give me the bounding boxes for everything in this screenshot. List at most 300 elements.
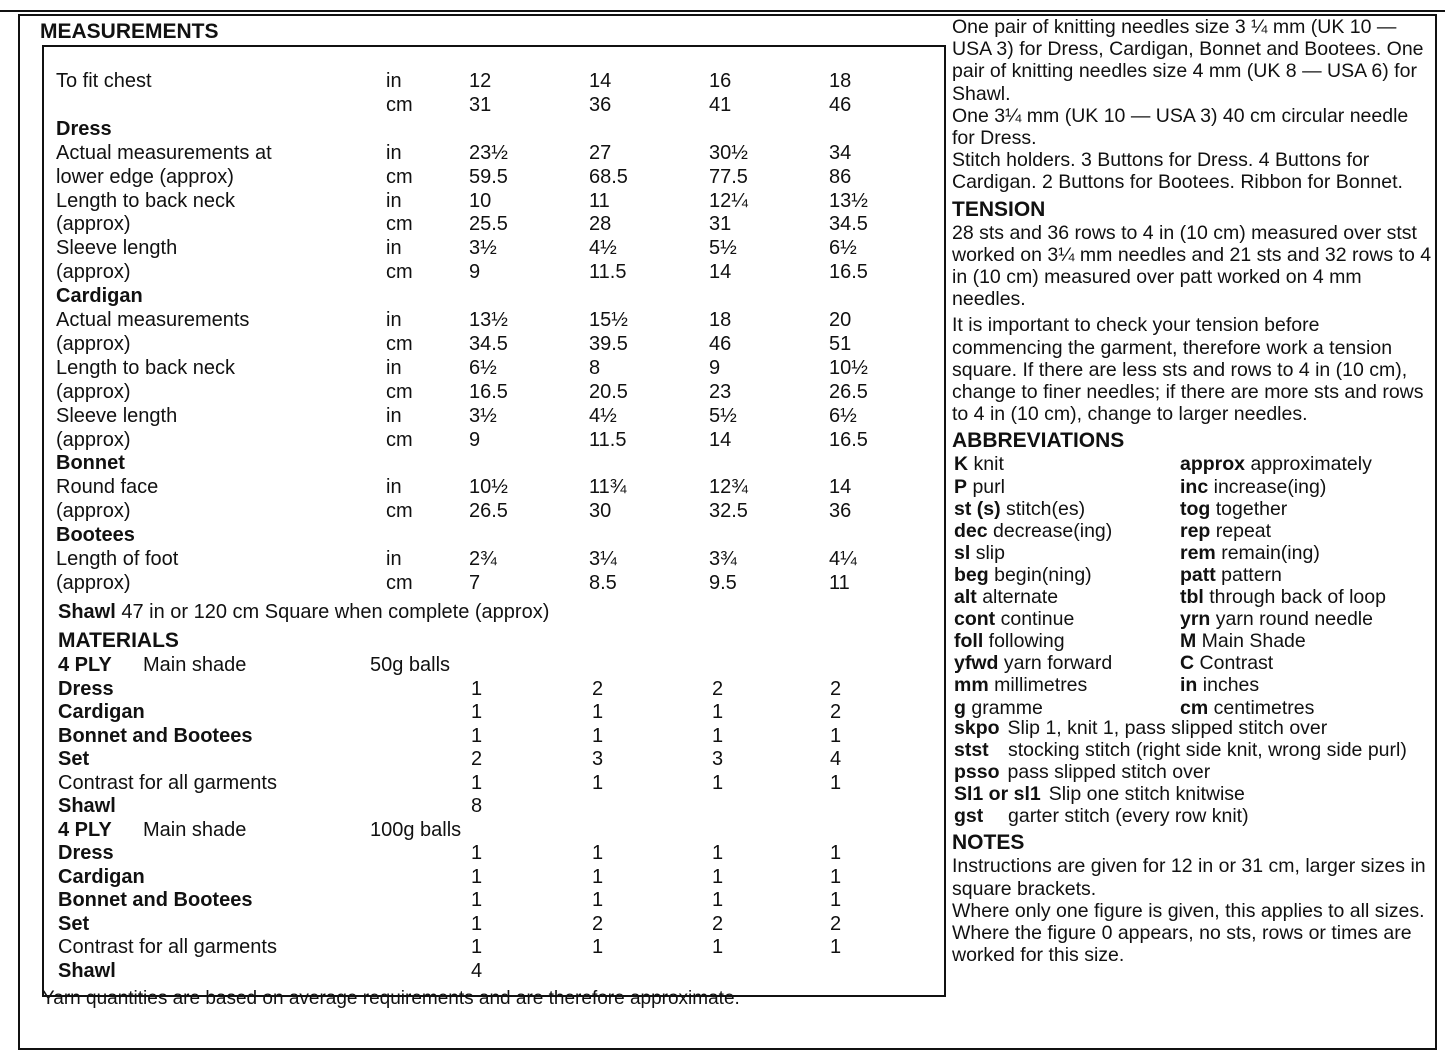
abbreviation-key: P xyxy=(954,475,968,498)
measurement-value: 3½ xyxy=(469,404,497,427)
measurement-unit: cm xyxy=(386,261,413,284)
materials-value: 1 xyxy=(830,771,842,794)
materials-row xyxy=(44,771,944,795)
measurement-unit: cm xyxy=(386,571,413,594)
measurement-value: 8 xyxy=(589,356,601,379)
abbreviation-item xyxy=(954,652,1112,674)
abbreviation-meaning: through back of loop xyxy=(1209,586,1386,609)
measurement-value: 9 xyxy=(469,261,481,284)
measurement-value: 18 xyxy=(709,309,732,331)
abbreviation-key: in xyxy=(1180,674,1198,697)
materials-value: 1 xyxy=(830,936,842,958)
measurement-value: 10½ xyxy=(829,356,868,379)
abbreviation-key: K xyxy=(954,453,969,476)
tension-heading: TENSION xyxy=(952,197,1046,221)
abbreviation-meaning: yarn round needle xyxy=(1215,608,1373,631)
measurement-label: Length to back neck xyxy=(56,356,236,379)
measurement-value: 28 xyxy=(589,213,612,236)
measurement-value: 8.5 xyxy=(589,571,617,594)
measurement-row xyxy=(44,356,944,380)
measurement-unit: cm xyxy=(386,93,413,116)
measurement-unit: cm xyxy=(386,213,413,236)
abbreviation-long-item xyxy=(952,761,1432,783)
measurement-value: 46 xyxy=(829,93,852,116)
abbreviation-meaning: Main Shade xyxy=(1201,630,1306,653)
materials-label: Bonnet and Bootees xyxy=(58,724,253,747)
abbreviation-item xyxy=(954,476,1005,498)
measurement-row xyxy=(44,475,944,499)
ply-label: 4 PLY xyxy=(58,654,112,676)
measurement-unit: in xyxy=(386,237,402,260)
measurement-unit: in xyxy=(386,548,402,570)
abbreviation-meaning: millimetres xyxy=(994,674,1088,697)
measurement-value: 39.5 xyxy=(589,332,628,355)
materials-label: Shawl xyxy=(58,795,116,817)
measurement-label: (approx) xyxy=(56,571,131,594)
materials-row xyxy=(44,794,944,818)
measurement-value: 10 xyxy=(469,189,492,212)
measurement-unit: in xyxy=(386,356,402,379)
measurement-label: Actual measurements at xyxy=(56,141,272,164)
yarn-footnote: Yarn quantities are based on average requirements and are therefore approximate. xyxy=(42,988,740,1009)
abbreviation-long-item xyxy=(952,739,1432,761)
measurement-value: 26.5 xyxy=(469,500,508,523)
measurement-value: 77.5 xyxy=(709,165,748,188)
tension-text-1: 28 sts and 36 rows to 4 in (10 cm) measured over stst worked on 3¼ mm needles and 21 sts and 32 rows to 4 in (10 cm) measured over patt worked on 4 mm needles. xyxy=(952,221,1432,311)
materials-value: 1 xyxy=(592,889,604,911)
abbreviation-item xyxy=(954,697,1043,719)
measurement-row xyxy=(44,284,944,308)
measurement-value: 86 xyxy=(829,165,852,188)
materials-value: 3 xyxy=(592,748,604,770)
abbreviation-item xyxy=(954,564,1092,586)
measurement-value: 9.5 xyxy=(709,571,737,594)
materials-label: Shawl xyxy=(58,959,116,982)
measurement-value: 18 xyxy=(829,70,852,92)
measurement-label: Length to back neck xyxy=(56,189,236,212)
measurement-unit: in xyxy=(386,189,402,212)
abbreviation-meaning: inches xyxy=(1202,674,1260,697)
measurement-value: 51 xyxy=(829,332,852,355)
abbreviation-long-item xyxy=(952,717,1432,739)
abbreviation-item xyxy=(1180,453,1372,475)
materials-value: 1 xyxy=(830,889,842,911)
measurement-label: Actual measurements xyxy=(56,309,250,331)
abbreviation-item xyxy=(1180,697,1314,719)
abbreviation-meaning: garter stitch (every row knit) xyxy=(1008,805,1249,828)
materials-label: Cardigan xyxy=(58,865,145,888)
top-rule xyxy=(0,10,1445,12)
abbreviation-key: gst xyxy=(954,805,984,828)
measurement-value: 30½ xyxy=(709,141,748,164)
materials-value: 1 xyxy=(712,936,724,958)
measurement-row xyxy=(44,212,944,236)
measurement-label: (approx) xyxy=(56,500,131,523)
notes-text-2: Where only one figure is given, this applies to all sizes. Where the figure 0 appears, no sts, rows or times are worked for this size. xyxy=(952,899,1425,967)
materials-row xyxy=(44,724,944,748)
abbreviation-item xyxy=(1180,608,1373,630)
measurement-value: 11 xyxy=(829,571,850,594)
measurement-label: To fit chest xyxy=(56,70,152,92)
materials-value: 2 xyxy=(592,912,604,935)
abbreviation-long-item xyxy=(952,783,1432,805)
materials-value: 1 xyxy=(471,889,483,911)
measurement-row xyxy=(44,141,944,165)
measurement-value: 9 xyxy=(469,428,481,451)
measurement-value: 15½ xyxy=(589,309,628,331)
abbreviations-grid xyxy=(952,453,1432,717)
measurement-value: 68.5 xyxy=(589,165,628,188)
abbreviation-key: beg xyxy=(954,563,989,586)
measurement-unit: in xyxy=(386,309,402,331)
measurement-value: 6½ xyxy=(469,356,497,379)
circular-needle-text: One 3¼ mm (UK 10 — USA 3) 40 cm circular needle for Dress. xyxy=(952,104,1409,150)
measurement-value: 34.5 xyxy=(469,332,508,355)
abbreviation-item xyxy=(954,608,1074,630)
materials-label: Dress xyxy=(58,842,114,864)
abbreviation-item xyxy=(1180,542,1320,564)
abbreviation-meaning: pattern xyxy=(1221,563,1282,586)
ply-label: 4 PLY xyxy=(58,818,112,841)
materials-heading: MATERIALS xyxy=(58,629,179,652)
abbreviation-key: stst xyxy=(954,739,989,762)
measurement-row xyxy=(44,189,944,213)
measurement-value: 4½ xyxy=(589,237,617,260)
measurement-unit: in xyxy=(386,70,402,92)
materials-value: 1 xyxy=(592,771,604,794)
measurement-row xyxy=(44,523,944,547)
measurement-value: 5½ xyxy=(709,404,737,427)
main-shade-label: Main shade xyxy=(143,818,247,841)
measurement-value: 6½ xyxy=(829,404,857,427)
measurement-row xyxy=(44,332,944,356)
ball-weight-label: 100g balls xyxy=(370,818,462,841)
materials-value: 1 xyxy=(471,842,483,864)
materials-value: 1 xyxy=(471,701,483,723)
measurement-value: 34.5 xyxy=(829,213,868,236)
measurement-value: 12¼ xyxy=(709,189,748,212)
abbreviation-item xyxy=(1180,586,1386,608)
measurement-value: 14 xyxy=(709,261,732,284)
measurement-value: 20.5 xyxy=(589,380,628,403)
garment-heading: Dress xyxy=(56,117,112,140)
measurement-value: 5½ xyxy=(709,237,737,260)
measurement-value: 31 xyxy=(709,213,732,236)
measurement-unit: in xyxy=(386,476,402,499)
abbreviation-meaning: Slip one stitch knitwise xyxy=(1048,783,1245,806)
measurement-value: 11.5 xyxy=(589,261,627,284)
materials-value: 1 xyxy=(712,771,724,794)
materials-value: 1 xyxy=(712,842,724,864)
abbreviation-key: inc xyxy=(1180,475,1209,498)
measurement-value: 13½ xyxy=(469,309,508,331)
abbreviation-meaning: gramme xyxy=(971,696,1043,719)
materials-row xyxy=(44,959,944,983)
materials-row xyxy=(44,935,944,959)
measurement-value: 7 xyxy=(469,571,481,594)
measurement-row xyxy=(44,451,944,475)
measurement-value: 31 xyxy=(469,93,492,116)
materials-value: 1 xyxy=(592,701,604,723)
abbreviation-item xyxy=(954,630,1065,652)
measurement-value: 3½ xyxy=(469,237,497,260)
measurement-value: 12¾ xyxy=(709,476,748,499)
materials-value: 4 xyxy=(471,959,483,982)
abbreviation-meaning: knit xyxy=(973,453,1004,476)
abbreviation-meaning: centimetres xyxy=(1213,696,1315,719)
materials-value: 1 xyxy=(592,936,604,958)
measurement-value: 30 xyxy=(589,500,612,523)
measurement-value: 36 xyxy=(829,500,852,523)
abbreviation-meaning: Slip 1, knit 1, pass slipped stitch over xyxy=(1007,717,1328,740)
measurement-row xyxy=(44,499,944,523)
materials-row xyxy=(44,865,944,889)
holders-buttons-text: Stitch holders. 3 Buttons for Dress. 4 Buttons for Cardigan. 2 Buttons for Bootees. Ribbon for Bonnet. xyxy=(952,149,1403,194)
measurement-row xyxy=(44,571,944,595)
abbreviations-heading: ABBREVIATIONS xyxy=(952,429,1125,453)
materials-row xyxy=(44,841,944,865)
notes-heading: NOTES xyxy=(952,831,1025,855)
materials-value: 1 xyxy=(592,842,604,864)
main-shade-label: Main shade xyxy=(143,654,247,676)
measurement-value: 46 xyxy=(709,332,732,355)
materials-value: 2 xyxy=(830,912,842,935)
measurement-row xyxy=(44,165,944,189)
abbreviation-key: rep xyxy=(1180,519,1211,542)
materials-value: 8 xyxy=(471,795,483,817)
measurement-value: 23½ xyxy=(469,141,508,164)
measurement-value: 2¾ xyxy=(469,548,497,570)
abbreviation-key: sl xyxy=(954,541,971,564)
abbreviation-key: mm xyxy=(954,674,989,697)
measurement-value: 16.5 xyxy=(469,380,508,403)
materials-value: 1 xyxy=(592,865,604,888)
materials-value: 1 xyxy=(471,912,483,935)
measurement-row xyxy=(44,117,944,141)
materials-row xyxy=(44,700,944,724)
materials-value: 1 xyxy=(471,724,483,747)
garment-heading: Cardigan xyxy=(56,285,143,308)
abbreviation-item xyxy=(954,542,1005,564)
materials-value: 1 xyxy=(712,889,724,911)
measurement-value: 11.5 xyxy=(589,428,627,451)
measurement-value: 34 xyxy=(829,141,852,164)
measurement-value: 4¼ xyxy=(829,548,857,570)
measurement-value: 9 xyxy=(709,356,721,379)
materials-row xyxy=(44,912,944,936)
measurement-value: 25.5 xyxy=(469,213,508,236)
materials-group-header xyxy=(44,818,944,842)
abbreviation-item xyxy=(954,520,1112,542)
abbreviation-meaning: decrease(ing) xyxy=(993,519,1113,542)
materials-value: 1 xyxy=(830,842,842,864)
measurement-label: Sleeve length xyxy=(56,404,178,427)
measurement-value: 16.5 xyxy=(829,261,868,284)
measurement-value: 11¾ xyxy=(589,476,627,499)
materials-value: 1 xyxy=(830,724,842,747)
materials-value: 4 xyxy=(830,748,842,770)
measurement-unit: cm xyxy=(386,332,413,355)
measurement-value: 3¾ xyxy=(709,548,737,570)
materials-value: 1 xyxy=(471,771,483,794)
materials-label: Cardigan xyxy=(58,701,145,723)
measurement-value: 14 xyxy=(709,428,732,451)
abbreviation-key: C xyxy=(1180,652,1195,675)
abbreviation-key: cm xyxy=(1180,696,1209,719)
abbreviation-meaning: yarn forward xyxy=(1003,652,1113,675)
abbreviation-key: st (s) xyxy=(954,497,1001,520)
abbreviation-meaning: purl xyxy=(972,475,1005,498)
measurement-value: 6½ xyxy=(829,237,857,260)
measurement-value: 36 xyxy=(589,93,612,116)
shawl-size-text: 47 in or 120 cm Square when complete (approx) xyxy=(115,601,550,623)
shawl-size-label: Shawl xyxy=(58,601,116,623)
measurement-value: 20 xyxy=(829,309,852,331)
materials-value: 1 xyxy=(471,677,483,700)
garment-heading: Bonnet xyxy=(56,452,125,475)
measurement-label: (approx) xyxy=(56,332,131,355)
measurement-row xyxy=(44,236,944,260)
measurement-value: 11 xyxy=(589,189,610,212)
abbreviation-key: tbl xyxy=(1180,586,1204,609)
measurement-row xyxy=(44,260,944,284)
measurement-unit: in xyxy=(386,141,402,164)
measurement-value: 3¼ xyxy=(589,548,617,570)
abbreviation-long-item xyxy=(952,805,1432,827)
abbreviation-meaning: Contrast xyxy=(1199,652,1274,675)
abbreviation-key: rem xyxy=(1180,541,1216,564)
materials-value: 2 xyxy=(830,701,842,723)
abbreviation-meaning: stocking stitch (right side knit, wrong side purl) xyxy=(1008,739,1407,762)
materials-value: 1 xyxy=(712,865,724,888)
abbreviation-item xyxy=(1180,652,1273,674)
measurement-value: 10½ xyxy=(469,476,508,499)
materials-value: 2 xyxy=(830,677,842,700)
materials-value: 1 xyxy=(830,865,842,888)
abbreviation-meaning: pass slipped stitch over xyxy=(1007,761,1211,784)
abbreviation-item xyxy=(954,453,1004,475)
abbreviation-item xyxy=(1180,674,1259,696)
abbreviations-long-list xyxy=(952,717,1432,827)
abbreviation-meaning: repeat xyxy=(1215,519,1272,542)
measurement-unit: cm xyxy=(386,165,413,188)
measurement-value: 41 xyxy=(709,93,732,116)
abbreviation-key: tog xyxy=(1180,497,1211,520)
materials-label: Set xyxy=(58,912,90,935)
abbreviation-key: approx xyxy=(1180,453,1246,476)
materials-value: 2 xyxy=(592,677,604,700)
tension-text-2: It is important to check your tension before commencing the garment, therefore work a tension square. If there are less sts and rows to 4 in (10 cm), change to finer needles; if there are more sts and rows to 4 in (10 cm), change to larger needles. xyxy=(952,314,1424,426)
materials-row xyxy=(44,747,944,771)
measurement-label: (approx) xyxy=(56,213,131,236)
ball-weight-label: 50g balls xyxy=(370,654,451,676)
measurement-row xyxy=(44,428,944,452)
abbreviation-meaning: slip xyxy=(975,541,1005,564)
measurement-unit: cm xyxy=(386,428,413,451)
measurement-value: 16 xyxy=(709,70,732,92)
left-column xyxy=(38,18,950,1058)
abbreviation-key: foll xyxy=(954,630,984,653)
materials-value: 1 xyxy=(471,865,483,888)
measurement-row xyxy=(44,308,944,332)
measurement-value: 23 xyxy=(709,380,732,403)
measurement-row xyxy=(44,404,944,428)
measurement-value: 16.5 xyxy=(829,428,868,451)
abbreviation-key: yrn xyxy=(1180,608,1211,631)
abbreviation-meaning: alternate xyxy=(982,586,1059,609)
abbreviation-meaning: increase(ing) xyxy=(1213,475,1327,498)
materials-value: 2 xyxy=(471,748,483,770)
materials-value: 1 xyxy=(712,701,724,723)
measurement-row xyxy=(44,547,944,571)
measurement-label: (approx) xyxy=(56,380,131,403)
measurements-heading: MEASUREMENTS xyxy=(40,20,219,43)
materials-label: Contrast for all garments xyxy=(58,771,277,794)
materials-value: 3 xyxy=(712,748,724,770)
abbreviation-meaning: stitch(es) xyxy=(1006,497,1086,520)
measurements-box xyxy=(42,45,946,997)
materials-value: 1 xyxy=(592,724,604,747)
measurement-label: Round face xyxy=(56,476,159,499)
materials-row xyxy=(44,888,944,912)
abbreviation-key: Sl1 or sl1 xyxy=(954,783,1041,806)
measurement-value: 12 xyxy=(469,70,492,92)
materials-value: 2 xyxy=(712,912,724,935)
abbreviation-meaning: together xyxy=(1215,497,1288,520)
measurement-row xyxy=(44,69,944,93)
materials-label: Dress xyxy=(58,677,114,700)
measurement-label: Sleeve length xyxy=(56,237,178,260)
measurement-value: 4½ xyxy=(589,404,617,427)
measurement-value: 59.5 xyxy=(469,165,508,188)
measurement-value: 27 xyxy=(589,141,612,164)
measurement-row xyxy=(44,380,944,404)
materials-value: 2 xyxy=(712,677,724,700)
abbreviation-item xyxy=(1180,520,1271,542)
materials-group-header xyxy=(44,653,944,677)
measurement-value: 14 xyxy=(829,476,852,499)
measurement-value: 32.5 xyxy=(709,500,748,523)
abbreviation-key: skpo xyxy=(954,717,1000,740)
abbreviation-key: cont xyxy=(954,608,996,631)
measurement-row xyxy=(44,93,944,117)
materials-label: Contrast for all garments xyxy=(58,936,277,958)
abbreviation-item xyxy=(1180,476,1326,498)
garment-heading: Bootees xyxy=(56,524,135,547)
measurement-label: Length of foot xyxy=(56,548,179,570)
abbreviation-item xyxy=(954,586,1058,608)
notes-text-1: Instructions are given for 12 in or 31 cm, larger sizes in square brackets. xyxy=(952,855,1426,900)
abbreviation-key: M xyxy=(1180,630,1197,653)
abbreviation-meaning: continue xyxy=(1000,608,1075,631)
abbreviation-item xyxy=(1180,498,1287,520)
abbreviation-meaning: begin(ning) xyxy=(994,563,1092,586)
shawl-size-row xyxy=(58,600,549,624)
measurement-unit: cm xyxy=(386,380,413,403)
materials-value: 1 xyxy=(471,936,483,958)
abbreviation-item xyxy=(1180,630,1306,652)
measurement-unit: in xyxy=(386,404,402,427)
measurement-value: 13½ xyxy=(829,189,868,212)
needles-text: One pair of knitting needles size 3 ¼ mm (UK 10 — USA 3) for Dress, Cardigan, Bonnet and Bootees. One pair of knitting needles size 4 mm (UK 8 — USA 6) for Shawl. xyxy=(952,16,1424,105)
abbreviation-meaning: approximately xyxy=(1250,453,1372,476)
measurement-value: 26.5 xyxy=(829,380,868,403)
measurement-label: (approx) xyxy=(56,261,131,284)
abbreviation-key: dec xyxy=(954,519,988,542)
abbreviation-meaning: remain(ing) xyxy=(1221,541,1320,564)
abbreviation-item xyxy=(954,674,1087,696)
abbreviation-key: psso xyxy=(954,761,1000,784)
